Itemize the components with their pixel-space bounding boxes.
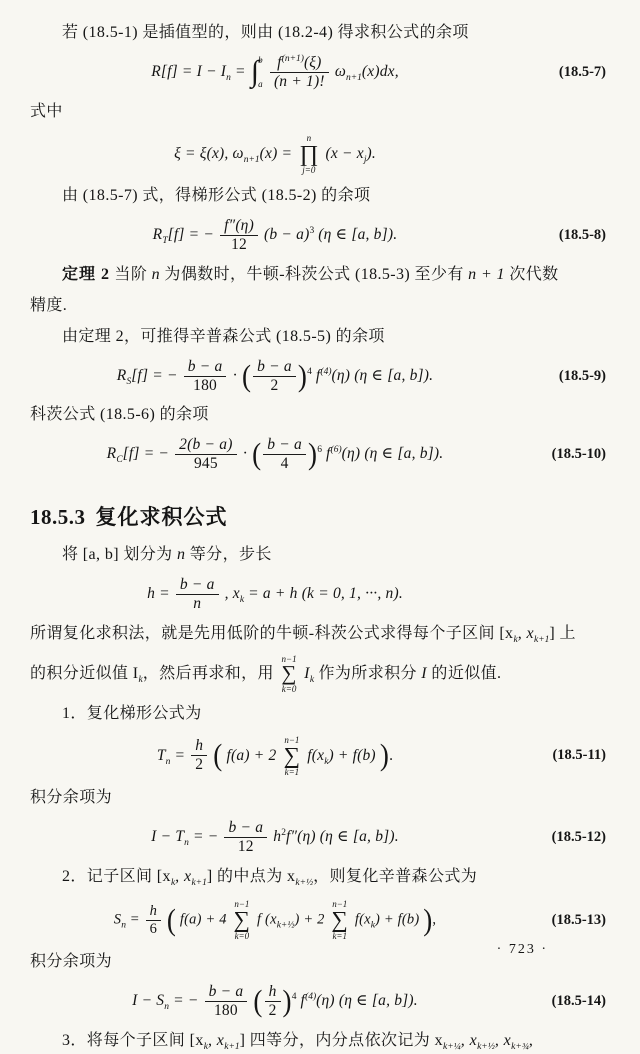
sup: (4)	[320, 366, 332, 377]
para-theorem-2	[30, 263, 606, 287]
eq-number: (18.5-7)	[558, 63, 606, 80]
math-token: (b − a)	[264, 226, 310, 244]
eq14-body	[30, 983, 520, 1020]
sum-lower-limit: k=0	[281, 684, 297, 695]
math-token: h =	[147, 584, 174, 602]
para-simpson-remainder	[30, 325, 606, 349]
para-intro	[30, 21, 606, 45]
para-text: 由 (18.5-7) 式，得梯形公式 (18.5-2) 的余项	[62, 187, 371, 205]
sub: n	[226, 72, 231, 83]
sub: k	[170, 877, 176, 888]
sub: k+1	[191, 877, 207, 888]
fraction	[176, 576, 219, 613]
sub: S	[126, 376, 132, 387]
eqh-body	[30, 576, 520, 613]
para-text: 1．复化梯形公式为	[62, 704, 202, 722]
para-text: 式中	[30, 102, 63, 120]
para-partition	[30, 543, 606, 567]
fraction	[224, 819, 267, 856]
product-glyph: ∏	[299, 140, 319, 166]
math-token: f(a) + 4	[179, 911, 227, 928]
fraction-numerator: h	[268, 983, 277, 1001]
fraction	[263, 436, 306, 473]
para-cotes-remainder	[30, 403, 606, 427]
integral-lower: a	[258, 79, 263, 90]
math-token: (x) =	[259, 144, 297, 162]
eq-number: (18.5-8)	[558, 226, 606, 243]
product-upper-limit: n	[306, 132, 312, 143]
equation-step	[30, 576, 606, 613]
theorem-text: 精度.	[30, 296, 68, 314]
sup: 3	[309, 226, 315, 237]
product-operator	[299, 133, 318, 176]
sub: k	[138, 674, 143, 685]
para-item-3	[30, 1029, 606, 1054]
fraction	[253, 358, 296, 395]
para-text: 科茨公式 (18.5-6) 的余项	[30, 406, 209, 424]
math-token: , x	[494, 1032, 512, 1050]
sub: k	[324, 756, 329, 767]
fraction-numerator: f″(η)	[224, 217, 254, 235]
math-token: f(a) + 2	[226, 746, 277, 764]
sum-upper-limit: n−1	[234, 898, 250, 909]
sub: n+1	[345, 72, 362, 83]
math-token: .	[389, 746, 394, 764]
fraction-denominator: 2	[253, 376, 296, 395]
math-token: I − S	[132, 992, 165, 1010]
sigma-glyph: ∑	[233, 907, 251, 933]
fraction-numerator: b − a	[208, 983, 244, 1001]
fraction-numerator: b − a	[187, 357, 223, 375]
math-token: f	[326, 445, 331, 463]
fraction-numerator: b − a	[267, 436, 302, 454]
eqxi-body	[30, 133, 520, 176]
para-text: ，则复化辛普森公式为	[313, 867, 478, 885]
math-token: = −	[169, 992, 203, 1010]
eq-number: (18.5-13)	[551, 911, 606, 928]
integral-limits	[258, 55, 263, 89]
sub: n	[184, 837, 189, 848]
page-number: · 723 ·	[496, 942, 548, 957]
integral-glyph: ∫	[250, 55, 260, 89]
sub: n	[165, 756, 171, 767]
var: n + 1	[468, 265, 505, 283]
sum-operator	[234, 899, 251, 942]
math-token: f	[277, 54, 282, 71]
math-token: ω	[334, 62, 346, 80]
math-token: T	[156, 746, 166, 764]
sub: k	[239, 594, 245, 605]
var: n	[176, 546, 186, 564]
sup: (n+1)	[281, 54, 304, 64]
fraction	[191, 737, 207, 774]
left-paren: (	[253, 984, 263, 1019]
eq11-body	[30, 735, 520, 778]
math-token: ,	[432, 911, 437, 928]
fraction-numerator: h	[149, 903, 158, 920]
fraction-numerator: b − a	[228, 819, 264, 837]
para-text: 积分余项为	[30, 953, 113, 971]
theorem-text: 为偶数时，牛顿-科茨公式 (18.5-3) 至少有	[160, 265, 469, 283]
sum-operator	[281, 654, 296, 695]
math-token: R	[116, 366, 127, 384]
left-paren: (	[213, 738, 223, 773]
equation-18-5-11	[30, 735, 606, 778]
right-paren: )	[379, 738, 390, 773]
math-token: =	[170, 746, 190, 764]
fraction-denominator: 4	[263, 454, 306, 473]
eq7-body	[30, 54, 520, 91]
math-token: [f] = −	[122, 445, 174, 463]
fraction-denominator: 2	[191, 755, 207, 774]
middle-dot: ·	[232, 366, 242, 384]
sigma-glyph: ∑	[331, 907, 349, 933]
var: n	[151, 265, 161, 283]
eq-number: (18.5-11)	[552, 747, 606, 764]
equation-18-5-13	[30, 899, 606, 942]
eq-number: (18.5-9)	[558, 367, 606, 384]
para-text: 等分，步长	[185, 546, 272, 564]
fraction-denominator: 12	[220, 235, 258, 254]
sub: k+½	[295, 877, 314, 888]
left-paren: (	[166, 902, 177, 937]
math-token: (η) (η ∈ [a, b]).	[331, 366, 434, 384]
para-text: 的近似值.	[427, 664, 502, 682]
sup: 4	[307, 366, 312, 377]
fraction	[146, 903, 161, 937]
math-token: ,	[528, 1032, 534, 1050]
para-text: 2．记子区间 [x	[62, 867, 171, 885]
equation-18-5-10	[30, 436, 606, 473]
sub: k+¼	[443, 1042, 461, 1053]
equation-18-5-9	[30, 358, 606, 395]
math-token: f	[315, 366, 321, 384]
equation-xi	[30, 133, 606, 176]
para-text: 的积分近似值 I	[30, 664, 139, 682]
sub: k+¾	[511, 1042, 529, 1053]
math-token: h	[273, 827, 282, 845]
eq-number: (18.5-12)	[551, 828, 606, 845]
fraction-denominator: 6	[146, 920, 161, 938]
eq12-body	[30, 819, 520, 856]
math-token: R	[106, 445, 117, 463]
integral-sign	[251, 55, 263, 89]
equation-18-5-7	[30, 54, 606, 91]
math-token: f (x	[256, 911, 277, 928]
fraction-denominator: 2	[265, 1001, 281, 1020]
para-item-2	[30, 865, 606, 890]
fraction-denominator: 180	[205, 1001, 248, 1020]
para-text: ] 四等分，内分点依次记为 x	[239, 1032, 443, 1050]
left-paren: (	[252, 437, 262, 471]
sub: n	[164, 1002, 170, 1013]
right-paren: )	[297, 358, 308, 393]
sub: n	[121, 920, 126, 931]
math-token: [f] = −	[167, 226, 219, 244]
math-token: = −	[188, 827, 223, 845]
theorem-text: 当阶	[110, 265, 152, 283]
para-text: ，然后再求和，用	[142, 664, 274, 682]
math-token: (η) (η ∈ [a, b]).	[341, 445, 444, 463]
math-token: f	[300, 992, 306, 1010]
sigma-glyph: ∑	[281, 661, 297, 686]
para-trapezoid-remainder	[30, 184, 606, 208]
para-text: 将 [a, b] 划分为	[62, 546, 177, 564]
fraction-numerator: b − a	[257, 357, 292, 375]
sum-operator	[331, 899, 348, 942]
equation-18-5-8	[30, 217, 606, 254]
fraction-denominator: 180	[184, 376, 227, 395]
math-token: (η ∈ [a, b]).	[314, 226, 398, 244]
math-token: =	[230, 62, 250, 80]
middle-dot: ·	[242, 445, 253, 463]
fraction-denominator: 12	[224, 837, 267, 856]
sub: k+½	[477, 1042, 495, 1053]
fraction-denominator: n	[176, 594, 219, 613]
section-title: 复化求积公式	[95, 505, 228, 530]
eq8-body	[30, 217, 520, 254]
math-token: R	[152, 226, 163, 244]
sum-lower-limit: k=0	[234, 931, 250, 942]
sub: j	[363, 154, 367, 165]
math-token: f(x	[307, 746, 325, 764]
sub: T	[162, 236, 168, 247]
math-token: , x	[517, 624, 534, 642]
para-text: 作为所求积分	[314, 664, 422, 682]
right-paren: )	[308, 437, 318, 471]
integral-upper: b	[258, 55, 263, 66]
fraction	[270, 54, 329, 91]
para-text: ] 上	[549, 624, 576, 642]
para-item-1	[30, 702, 606, 726]
para-text: 所谓复化求积法，就是先用低阶的牛顿-科茨公式求得每个子区间 [x	[30, 624, 514, 642]
sum-upper-limit: n−1	[284, 734, 300, 745]
para-remainder-1	[30, 786, 606, 810]
math-token: f″(η) (η ∈ [a, b]).	[285, 827, 399, 845]
section-heading	[30, 501, 606, 531]
eq13-body	[30, 899, 520, 942]
sigma-glyph: ∑	[283, 742, 301, 768]
right-paren: )	[282, 984, 292, 1019]
fraction-numerator	[270, 54, 329, 72]
para-shizhong	[30, 100, 606, 124]
left-paren: (	[241, 358, 252, 393]
fraction	[220, 217, 258, 254]
sup: (4)	[305, 992, 317, 1003]
math-token: ξ = ξ(x), ω	[174, 144, 244, 162]
fraction-numerator: 2(b − a)	[179, 436, 233, 454]
para-composite-intro-line1	[30, 622, 606, 647]
math-token: ) + f(b)	[328, 746, 376, 764]
para-theorem-2-line2	[30, 294, 606, 318]
sub: k	[309, 674, 315, 685]
math-token: = a + h (k = 0, 1, ···, n).	[244, 584, 403, 602]
sub: k	[370, 920, 375, 931]
math-token: , x	[207, 1032, 225, 1050]
sup: 2	[281, 827, 286, 838]
fraction-denominator: (n + 1)!	[270, 72, 329, 91]
theorem-text: 次代数	[504, 265, 559, 283]
eq-number: (18.5-14)	[551, 993, 606, 1010]
math-token: , x	[224, 584, 240, 602]
fraction-numerator: b − a	[179, 576, 215, 594]
math-token: (x − x	[325, 144, 364, 162]
fraction	[184, 358, 227, 395]
math-token: (x)dx,	[361, 62, 399, 80]
math-token: (ξ)	[303, 54, 322, 71]
equation-18-5-14	[30, 983, 606, 1020]
math-token: , x	[460, 1032, 478, 1050]
theorem-label: 定理 2	[62, 265, 111, 283]
sup: 4	[291, 992, 297, 1003]
eq9-body	[30, 358, 520, 395]
section-number: 18.5.3	[30, 505, 86, 530]
para-text: 积分余项为	[30, 789, 113, 807]
math-token: I − T	[151, 827, 185, 845]
para-intro-text: 若 (18.5-1) 是插值型的，则由 (18.2-4) 得求积公式的余项	[62, 24, 469, 41]
sub: C	[116, 455, 123, 466]
para-text: 3．将每个子区间 [x	[62, 1032, 204, 1050]
math-token: R[f] = I − I	[151, 62, 227, 80]
eq-number: (18.5-10)	[551, 446, 606, 463]
math-token: S	[113, 911, 122, 928]
para-text: 由定理 2，可推得辛普森公式 (18.5-5) 的余项	[62, 327, 385, 345]
math-token: f(x	[354, 911, 371, 928]
math-token: , x	[175, 867, 192, 885]
math-token: ) + 2	[294, 911, 325, 928]
fraction-denominator: 945	[175, 454, 236, 473]
math-token: I	[304, 664, 310, 682]
math-token: ) + f(b)	[374, 911, 420, 928]
fraction	[205, 983, 248, 1020]
eq10-body	[30, 436, 520, 473]
sub: k	[203, 1042, 208, 1053]
math-token: ).	[366, 144, 376, 162]
sub: k+1	[224, 1042, 240, 1053]
product-lower-limit: j=0	[302, 164, 316, 175]
sum-upper-limit: n−1	[281, 653, 297, 664]
math-token: =	[125, 911, 144, 928]
fraction	[175, 436, 236, 473]
fraction	[265, 983, 281, 1020]
var: I	[421, 664, 428, 682]
sum-upper-limit: n−1	[332, 898, 348, 909]
math-token: (η) (η ∈ [a, b]).	[316, 992, 418, 1010]
sub: k+1	[534, 634, 550, 645]
equation-18-5-12	[30, 819, 606, 856]
sum-lower-limit: k=1	[284, 766, 300, 777]
sum-operator	[284, 735, 301, 778]
right-paren: )	[423, 902, 433, 937]
sub: k+½	[276, 920, 295, 931]
sup: 6	[317, 445, 322, 456]
sum-lower-limit: k=1	[332, 931, 348, 942]
math-token: [f] = −	[131, 366, 182, 384]
sup: (6)	[330, 445, 342, 456]
para-composite-intro-line2	[30, 654, 606, 695]
sub: k	[513, 634, 518, 645]
fraction-numerator: h	[195, 737, 204, 755]
sub: n+1	[243, 154, 260, 165]
para-text: ] 的中点为 x	[206, 867, 296, 885]
